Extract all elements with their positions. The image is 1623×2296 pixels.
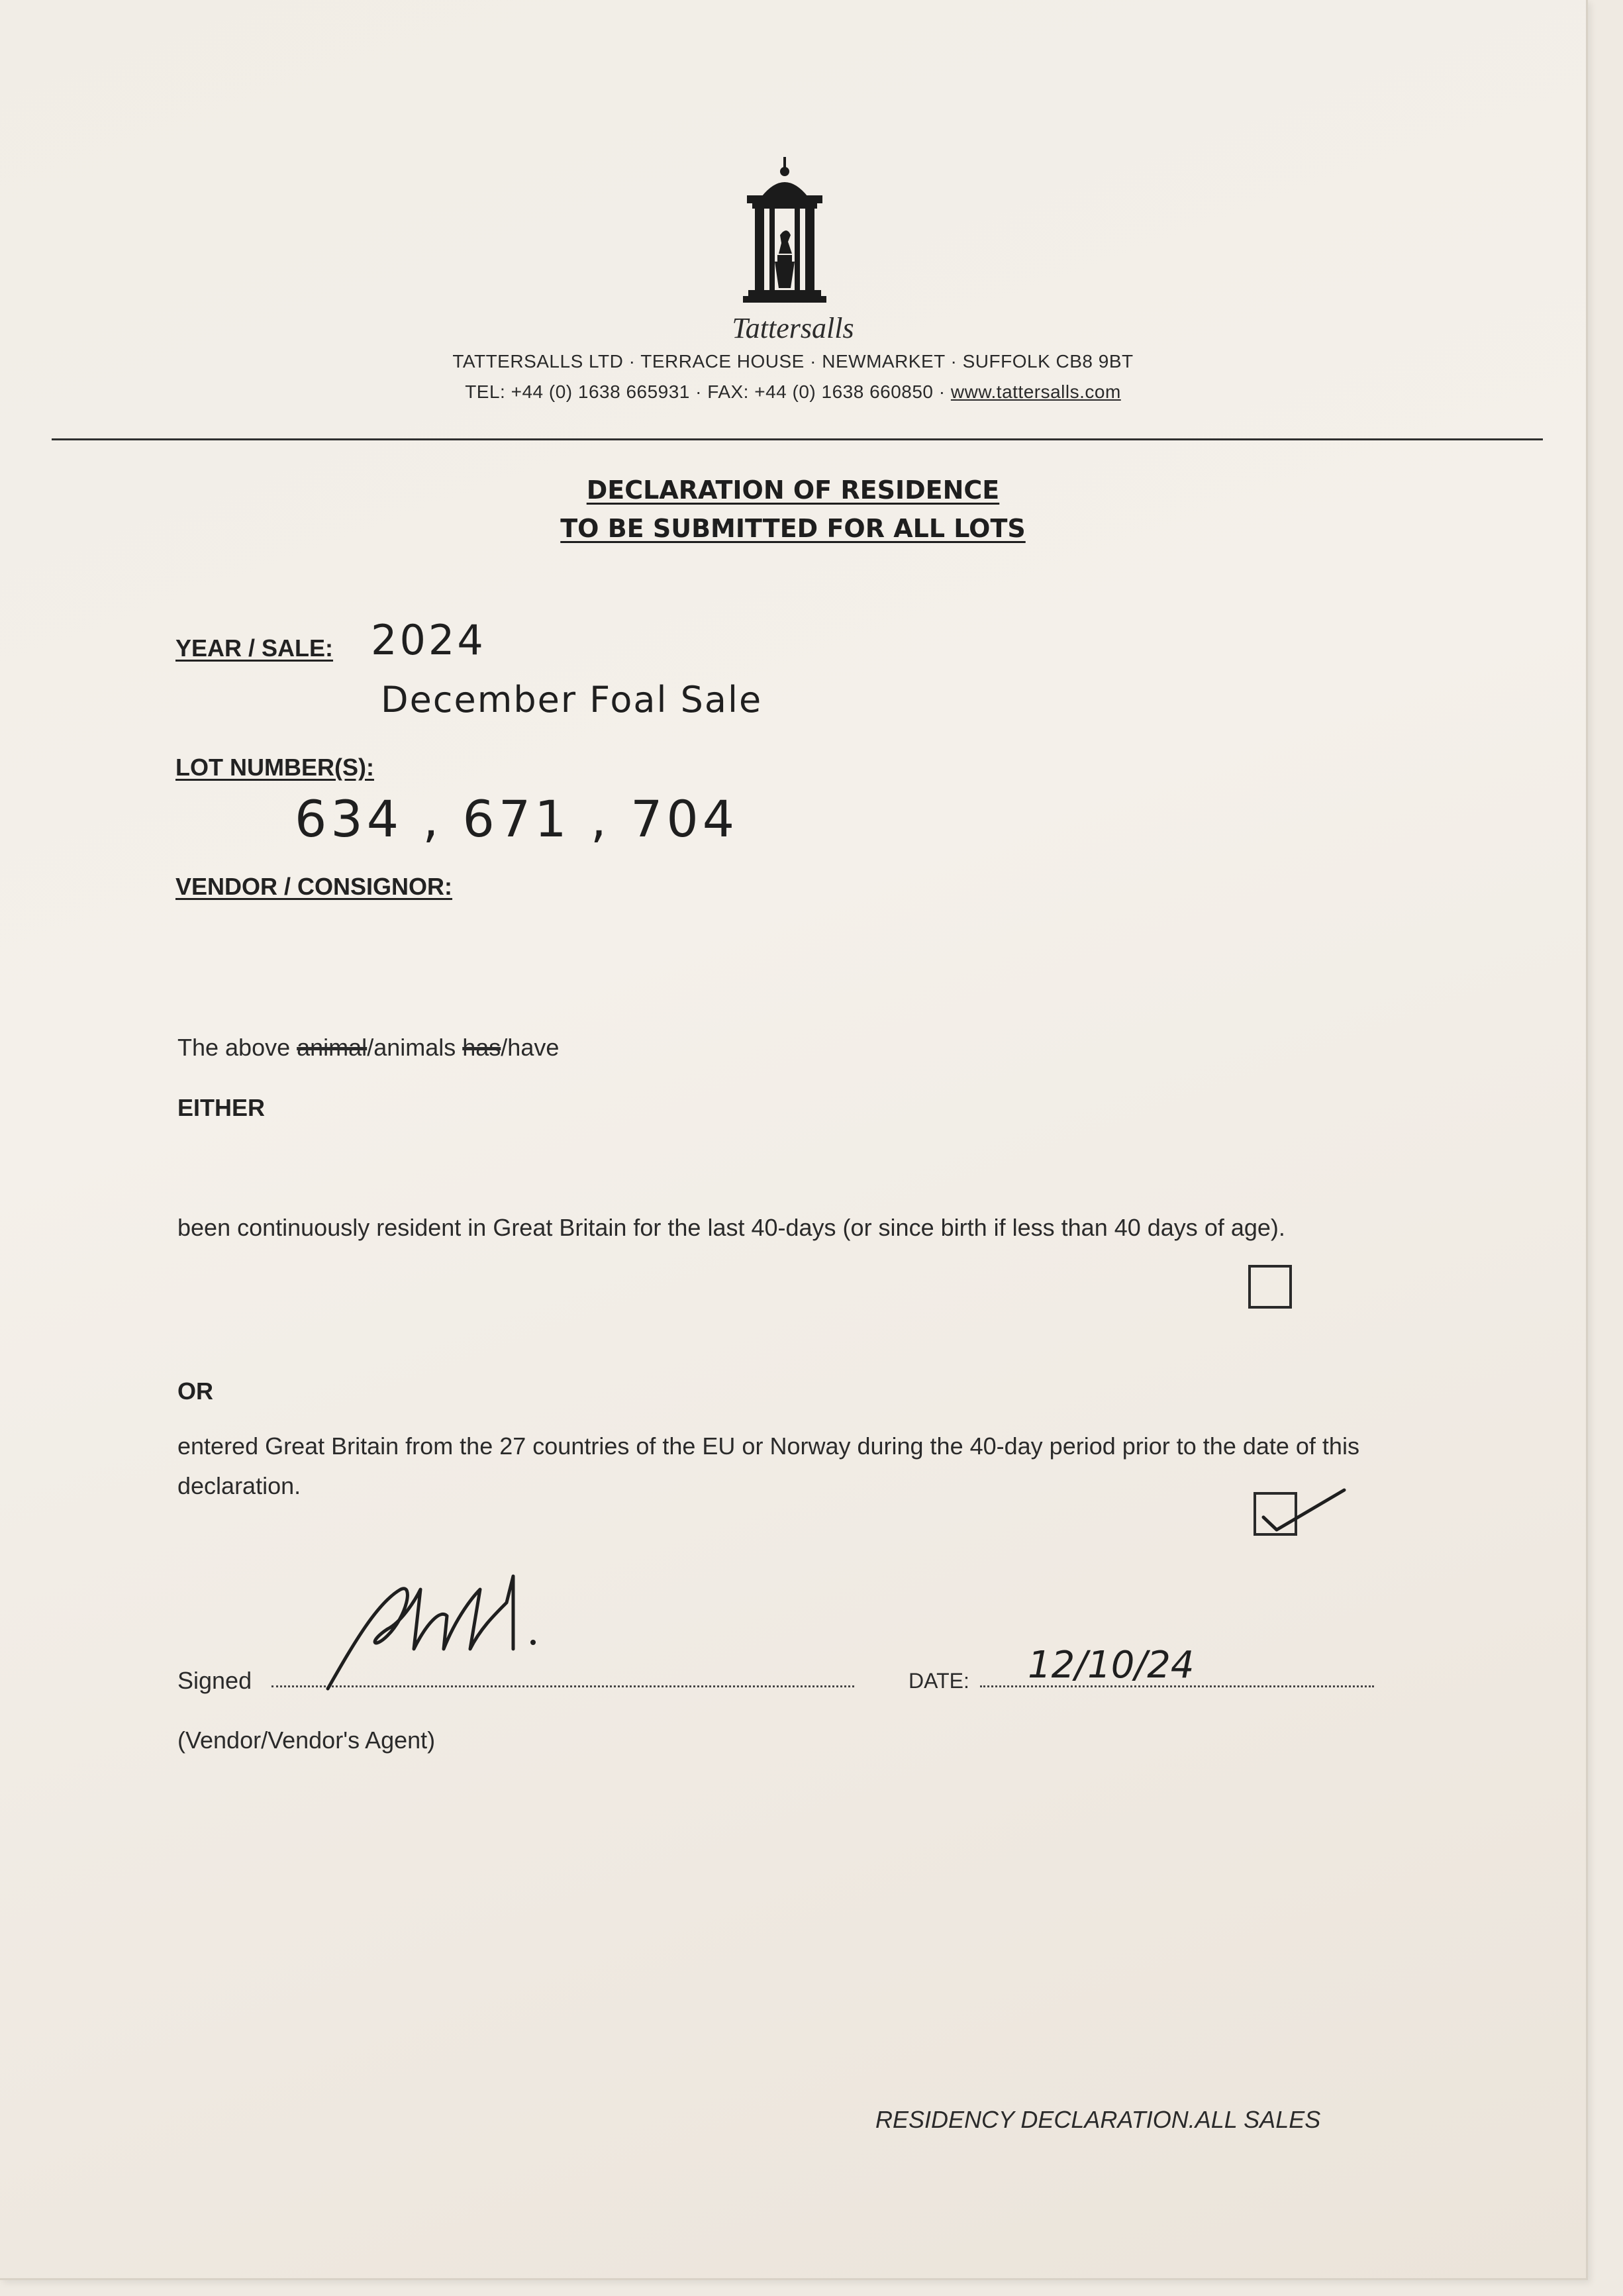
vendor-agent-label: (Vendor/Vendor's Agent): [177, 1726, 436, 1754]
option-resident-checkbox[interactable]: [1248, 1265, 1292, 1309]
struck-has: has: [462, 1034, 501, 1061]
company-contact: [0, 381, 1586, 403]
sale-value: December Foal Sale: [381, 679, 763, 721]
lot-number-label: LOT NUMBER(S):: [175, 754, 374, 781]
year-value: 2024: [371, 616, 486, 664]
website-link[interactable]: www.tattersalls.com: [950, 381, 1121, 402]
contact-numbers: TEL: +44 (0) 1638 665931 · FAX: +44 (0) 1638 660850 ·: [465, 381, 951, 402]
header-divider: [52, 438, 1543, 440]
tattersalls-logo: [735, 156, 834, 311]
brand-name: Tattersalls: [732, 312, 854, 344]
date-value: 12/10/24: [1028, 1644, 1195, 1687]
vendor-consignor-label: VENDOR / CONSIGNOR:: [175, 873, 453, 900]
statement-middle: /animals: [367, 1034, 463, 1061]
statement-suffix: /have: [501, 1034, 560, 1061]
form-subtitle: TO BE SUBMITTED FOR ALL LOTS: [560, 514, 1026, 543]
or-label: OR: [177, 1377, 213, 1405]
form-code: RESIDENCY DECLARATION.ALL SALES: [875, 2106, 1321, 2133]
signed-label: Signed: [177, 1667, 252, 1694]
checkmark-icon: [1258, 1481, 1351, 1540]
animals-statement: [177, 1028, 559, 1068]
year-sale-label: YEAR / SALE:: [175, 634, 334, 662]
lot-number-value: 634 , 671 , 704: [295, 789, 739, 848]
struck-animal: animal: [297, 1034, 368, 1061]
handwritten-signature: [315, 1563, 566, 1695]
statement-prefix: The above: [177, 1034, 297, 1061]
date-label: DATE:: [909, 1669, 969, 1693]
either-label: EITHER: [177, 1094, 266, 1121]
option-entered-text: entered Great Britain from the 27 countries of the EU or Norway during the 40-day period prior to the date of this declaration.: [177, 1432, 1359, 1499]
form-title: DECLARATION OF RESIDENCE: [586, 475, 1000, 505]
option-resident-text: been continuously resident in Great Britain for the last 40-days (or since birth if less than 40 days of age).: [177, 1214, 1285, 1241]
company-address: TATTERSALLS LTD · TERRACE HOUSE · NEWMARKET · SUFFOLK CB8 9BT: [452, 351, 1134, 372]
